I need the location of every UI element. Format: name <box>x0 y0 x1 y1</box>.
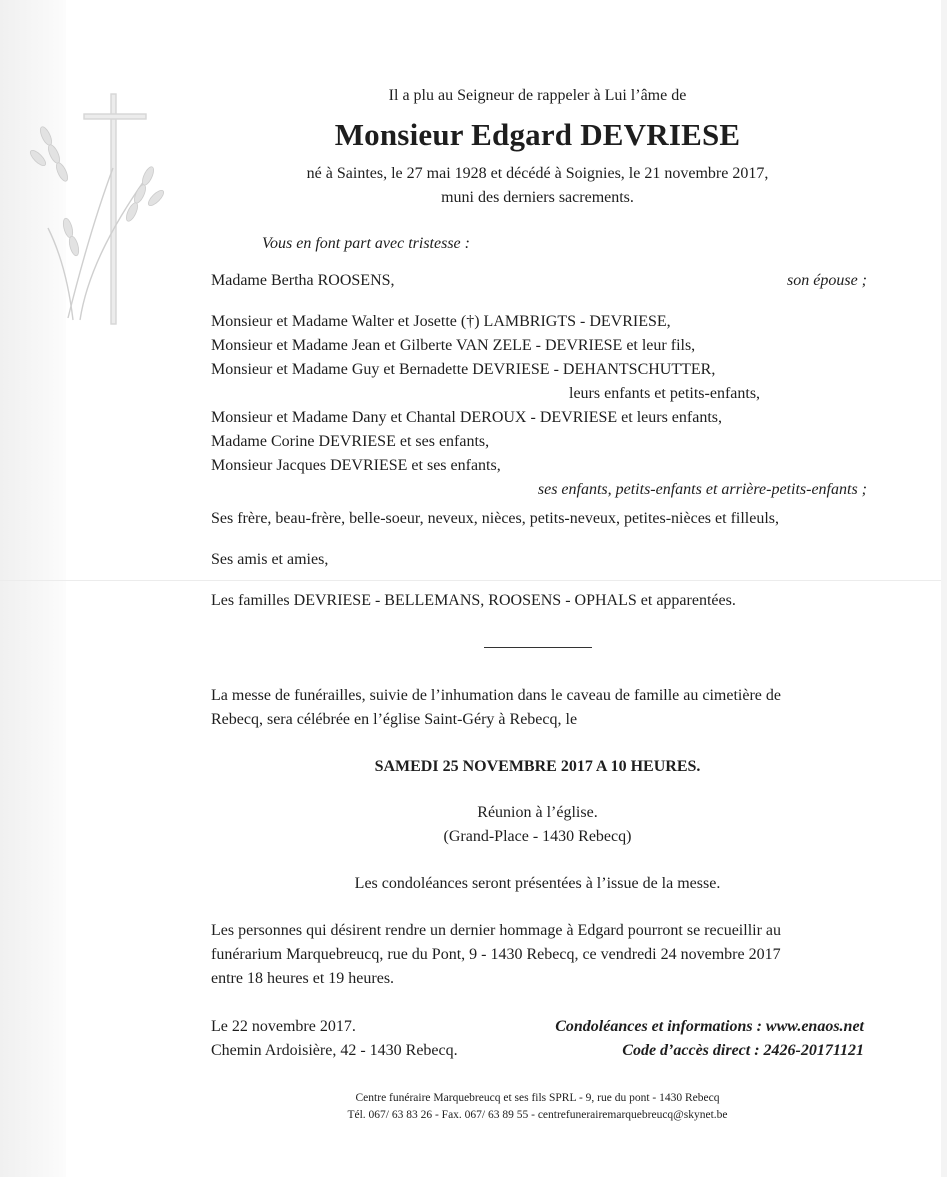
child-line-1: Monsieur et Madame Walter et Josette (†) LAMBRIGTS - DEVRIESE, <box>211 313 671 330</box>
birth-death-text: né à Saintes, le 27 mai 1928 et décédé à Soignies, le 21 novembre 2017, <box>306 165 769 182</box>
child-line-7: Monsieur Jacques DEVRIESE et ses enfants, <box>211 457 501 474</box>
funeral-home-line: Centre funéraire Marquebreucq et ses fils SPRL - 9, rue du pont - 1430 Rebecq <box>355 1092 720 1104</box>
visitation-line-2: funérarium Marquebreucq, rue du Pont, 9 - 1430 Rebecq, ce vendredi 24 novembre 2017 <box>211 946 781 963</box>
child-line-4: leurs enfants et petits-enfants, <box>569 385 761 402</box>
separator-rule <box>484 647 592 648</box>
announcement-text: Vous en font part avec tristesse : <box>262 235 470 252</box>
visitation-line-1: Les personnes qui désirent rendre un dernier hommage à Edgard pourront se recueillir au <box>211 922 782 939</box>
sacraments-text: muni des derniers sacrements. <box>441 189 634 206</box>
funeral-home-contact: Tél. 067/ 63 83 26 - Fax. 067/ 63 89 55 - centrefunerairemarquebreucq@skynet.be <box>347 1109 728 1121</box>
friends-text: Ses amis et amies, <box>211 551 329 568</box>
access-code: Code d’accès direct : 2426-20171121 <box>622 1042 864 1059</box>
funeral-line-2: Rebecq, sera célébrée en l’église Saint-Géry à Rebecq, le <box>211 711 578 728</box>
children-role: ses enfants, petits-enfants et arrière-petits-enfants ; <box>537 481 867 498</box>
meeting-text: Réunion à l’église. <box>477 804 598 821</box>
spouse-role: son épouse ; <box>787 272 867 289</box>
families-text: Les familles DEVRIESE - BELLEMANS, ROOSENS - OPHALS et apparentées. <box>211 592 736 609</box>
child-line-3: Monsieur et Madame Guy et Bernadette DEVRIESE - DEHANTSCHUTTER, <box>211 361 716 378</box>
intro-text: Il a plu au Seigneur de rappeler à Lui l’âme de <box>388 87 687 104</box>
funeral-date: SAMEDI 25 NOVEMBRE 2017 A 10 HEURES. <box>374 758 701 775</box>
notice-date: Le 22 novembre 2017. <box>211 1018 356 1035</box>
deceased-name: Monsieur Edgard DEVRIESE <box>334 117 741 152</box>
funeral-line-1: La messe de funérailles, suivie de l’inhumation dans le caveau de famille au cimetière de <box>211 687 781 704</box>
condolences-text: Les condoléances seront présentées à l’issue de la messe. <box>354 875 721 892</box>
child-line-2: Monsieur et Madame Jean et Gilberte VAN ZELE - DEVRIESE et leur fils, <box>211 337 696 354</box>
sender-address: Chemin Ardoisière, 42 - 1430 Rebecq. <box>211 1042 458 1059</box>
paper-fold-line <box>0 580 941 581</box>
siblings-text: Ses frère, beau-frère, belle-soeur, neveux, nièces, petits-neveux, petites-nièces et filleuls, <box>211 510 779 527</box>
visitation-line-3: entre 18 heures et 19 heures. <box>211 970 395 987</box>
church-address: (Grand-Place - 1430 Rebecq) <box>443 828 632 845</box>
condolences-website: Condoléances et informations : www.enaos.net <box>555 1018 864 1035</box>
spouse-name: Madame Bertha ROOSENS, <box>211 272 395 289</box>
child-line-5: Monsieur et Madame Dany et Chantal DEROUX - DEVRIESE et leurs enfants, <box>211 409 722 426</box>
child-line-6: Madame Corine DEVRIESE et ses enfants, <box>211 433 490 450</box>
